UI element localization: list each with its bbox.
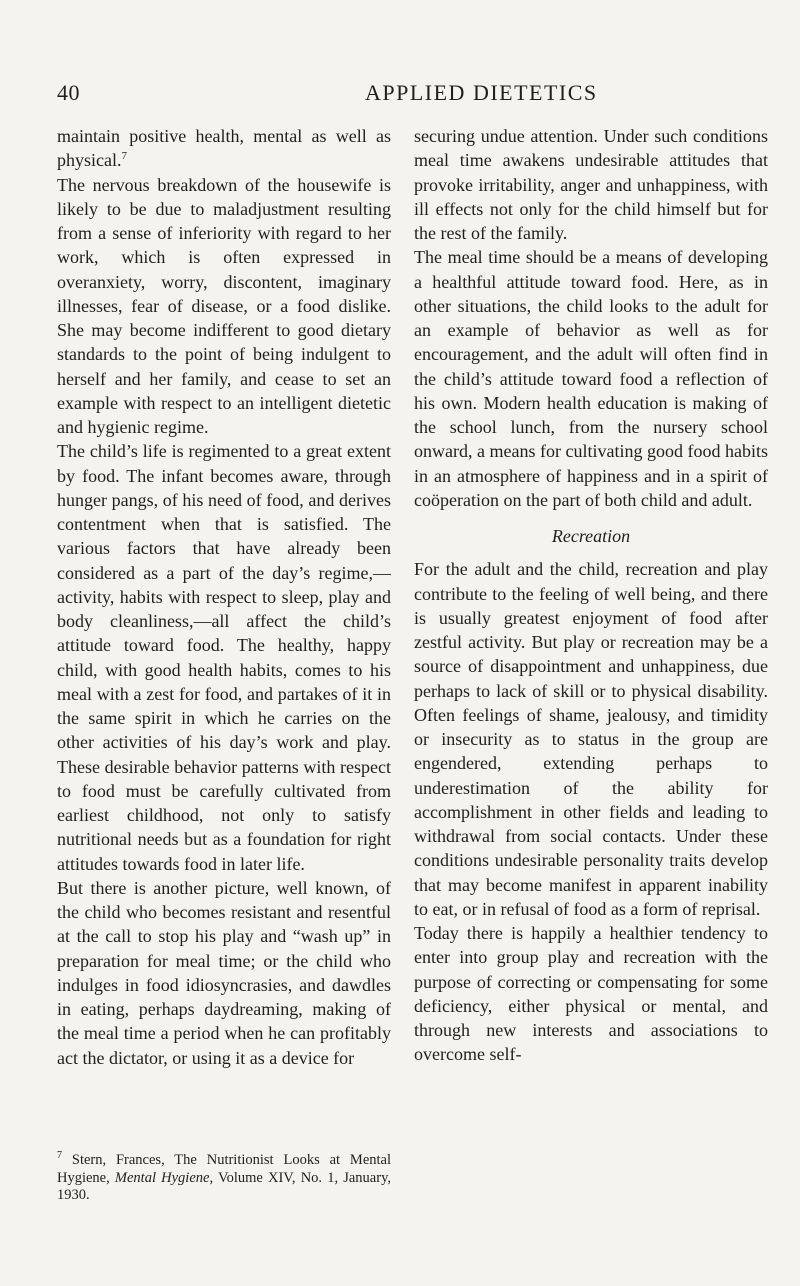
footnote-reference: 7: [121, 150, 127, 163]
page-header: [57, 80, 762, 112]
right-column: [414, 124, 768, 1067]
footnote-text: Stern, Frances, The Nutritionist Looks at Mental Hygiene,: [57, 1152, 391, 1186]
page-number: 40: [57, 80, 80, 105]
paragraph: Today there is happily a healthier tendency to enter into group play and recreation with the purpose of correcting or compensating for some deficiency, either physical or mental, and through new interests and associations to overcome self-: [414, 923, 768, 1065]
paragraph: The meal time should be a means of developing a healthful attitude toward food. Here, as in other situations, the child looks to the adult for an example of behavior as well as for encouragement, and the adult will often find in the child’s attitude toward food a reflection of his own. Modern health education is making of the school lunch, from the nursery school onward, a means for cultivating good food habits in an atmosphere of happiness and in a spirit of coöperation on the part of both child and adult.: [414, 247, 768, 510]
paragraph: [57, 124, 391, 173]
paragraph: For the adult and the child, recreation and play contribute to the feeling of well being, and there is usually greatest enjoyment of food after zestful activity. But play or recreation may be a source of disappointment and unhappiness, due perhaps to lack of skill or to physical disability. Often feelings of shame, jealousy, and timidity or insecurity as to status in the group are engendered, extending perhaps to underestimation of the ability for accomplishment in other fields and leading to withdrawal from social contacts. Under these conditions undesirable personality traits develop that may become manifest in apparent inability to eat, or in refusal of food as a form of reprisal.: [414, 559, 768, 919]
footnote: [57, 1152, 391, 1205]
paragraph-text: maintain positive health, mental as well as physical.: [57, 126, 391, 171]
paragraph: But there is another picture, well known, of the child who becomes resistant and resentful at the call to stop his play and “wash up” in preparation for meal time; or the child who indulges in food idiosyncrasies, and dawdles in eating, perhaps daydreaming, making of the meal time a period when he can profitably act the dictator, or using it as a device for: [57, 877, 391, 1068]
footnote-text-end: Volume XIV, No. 1, January, 1930.: [57, 1169, 392, 1203]
footnote-mark: 7: [57, 1150, 62, 1162]
paragraph: securing undue attention. Under such conditions meal time awakens undesirable attitudes that provoke irritability, anger and unhappiness, with ill effects not only for the child himself but for the rest of the family.: [414, 126, 768, 243]
left-column: [57, 124, 391, 1070]
section-heading: Recreation: [551, 526, 631, 546]
paragraph: The nervous breakdown of the housewife is likely to be due to maladjustment resulting from a sense of inferiority with regard to her work, which is often expressed in overanxiety, worry, discontent, imaginary illnesses, fear of disease, or a food dislike. She may become indifferent to good dietary standards to the point of being indulgent to herself and her family, and cease to set an example with respect to an intelligent dietetic and hygienic regime.: [57, 174, 391, 437]
footnote-journal: Mental Hygiene,: [114, 1169, 214, 1186]
running-title: APPLIED DIETETICS: [365, 80, 598, 105]
paragraph: The child’s life is regimented to a great extent by food. The infant becomes aware, through hunger pangs, of his need of food, and derives contentment when that is satisfied. The various factors that have already been considered as a part of the day’s regime,—activity, habits with respect to sleep, play and body cleanliness,—all affect the child’s attitude toward food. The healthy, happy child, with good health habits, comes to his meal with a zest for food, and partakes of it in the same spirit in which he carries on the other activities of his day’s work and play. These desirable behavior patterns with respect to food must be carefully cultivated from earliest childhood, not only to satisfy nutritional needs but as a foundation for right attitudes towards food in later life.: [57, 441, 391, 874]
